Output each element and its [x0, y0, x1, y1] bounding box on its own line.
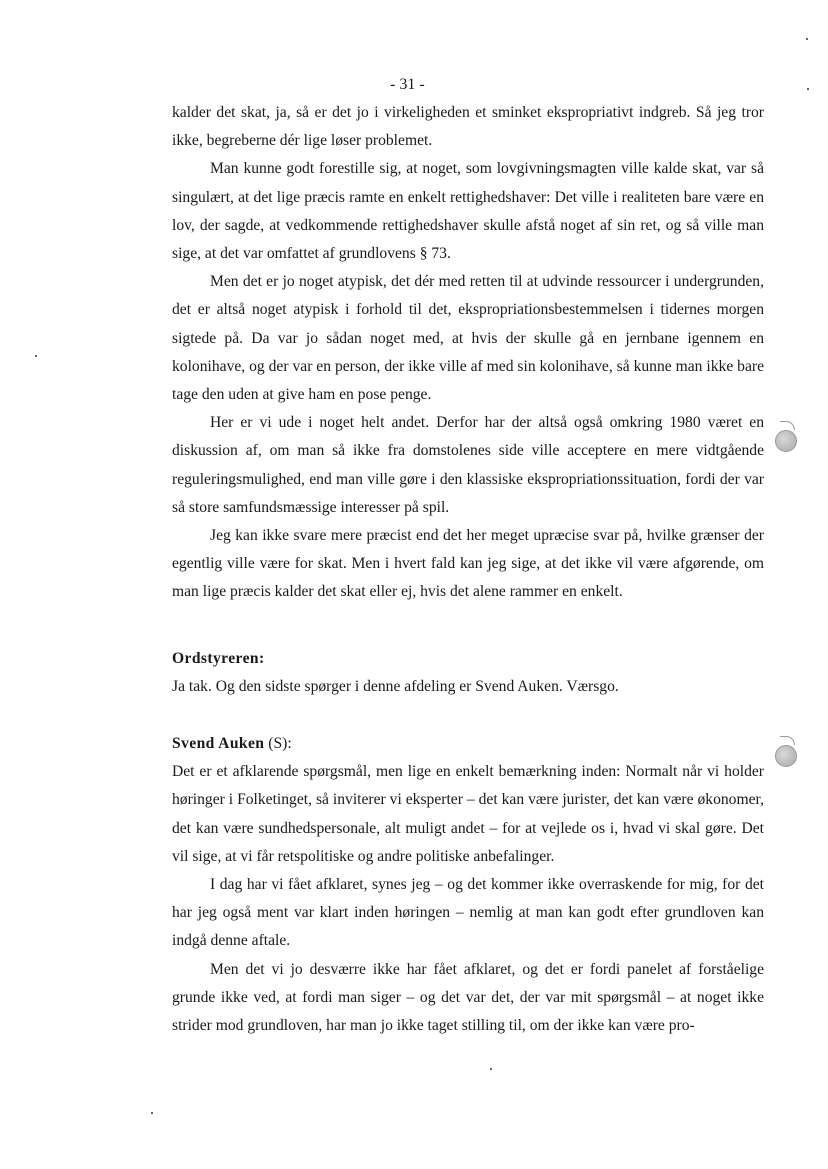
paragraph: kalder det skat, ja, så er det jo i virkeligheden et sminket ekspropriativt indgreb. Så jeg tror ikke, begreberne dér lige løser problemet. [172, 104, 764, 150]
speaker-name: Ordstyreren: [172, 650, 265, 667]
paragraph: Man kunne godt forestille sig, at noget, som lovgivningsmagten ville kalde skat, var så singulært, at det lige præcis ramte en enkelt rettighedshaver: Det ville i realiteten bare være en lov, der sagde, at vedkommende rettighedshaver skulle afstå noget af sin ret, og så ville man sige, at det var omfattet af grundlovens § 73. [172, 160, 764, 263]
page-number: - 31 - [390, 76, 425, 93]
punch-hole-tail-mark [780, 421, 795, 430]
paragraph: Men det er jo noget atypisk, det dér med retten til at udvinde ressourcer i undergrunden, det er altså noget atypisk i forhold til det, ekspropriationsbestemmelsen i tidernes morgen sigtede på. Da var jo sådan noget med, at hvis der skulle gå en jernbane igennem en kolonihave, og der var en person, der ikke ville af med sin kolonihave, så kunne man ikke bare tage den uden at give ham en pose penge. [172, 273, 764, 404]
speaker-party: (S): [264, 735, 292, 752]
paragraph: Jeg kan ikke svare mere præcist end det her meget upræcise svar på, hvilke grænser der egentlig ville være for skat. Men i hvert fald kan jeg sige, at det ikke vil være afgørende, om man lige præcis kalder det skat eller ej, hvis det alene rammer en enkelt. [172, 527, 764, 601]
moderator-block [172, 645, 764, 701]
answer-block [172, 99, 764, 607]
scan-speck [807, 88, 809, 90]
question-block [172, 730, 764, 1040]
paragraph: I dag har vi fået afklaret, synes jeg – og det kommer ikke overraskende for mig, for det har jeg også ment var klart inden høringen – nemlig at man kan godt efter grundloven kan indgå denne aftale. [172, 876, 764, 950]
paragraph: Men det vi jo desværre ikke har fået afklaret, og det er fordi panelet af forståelige grunde ikke ved, at fordi man siger – og det var det, der var mit spørgsmål – at noget ikke strider mod grundloven, har man jo ikke taget stilling til, om der ikke kan være pro- [172, 960, 764, 1035]
speaker-heading [172, 730, 764, 758]
paragraph: Her er vi ude i noget helt andet. Derfor har der altså også omkring 1980 været en diskussion af, om man så ikke fra domstolenes side ville acceptere en mere vidtgående reguleringsmulighed, end man ville gøre i den klassiske ekspropriationssituation, fordi der var så store samfundsmæssige interesser på spil. [172, 414, 764, 516]
paragraph: Det er et afklarende spørgsmål, men lige en enkelt bemærkning inden: Normalt når vi holder høringer i Folketinget, så inviterer vi eksperter – det kan være jurister, det kan være økonomer, det kan være sundhedspersonale, alt muligt andet – for at vejlede os i, hvad vi skal gøre. Det vil sige, at vi får retspolitiske og andre politiske anbefalinger. [172, 763, 764, 865]
scan-speck [151, 1112, 153, 1114]
scan-speck [806, 38, 808, 40]
punch-hole-mark [775, 430, 797, 452]
scan-speck [35, 355, 37, 357]
speaker-name: Svend Auken [172, 735, 265, 752]
paragraph: Ja tak. Og den sidste spørger i denne afdeling er Svend Auken. Værsgo. [172, 678, 619, 696]
punch-hole-tail-mark [780, 736, 795, 745]
scan-speck [490, 1068, 492, 1070]
punch-hole-mark [775, 745, 797, 767]
